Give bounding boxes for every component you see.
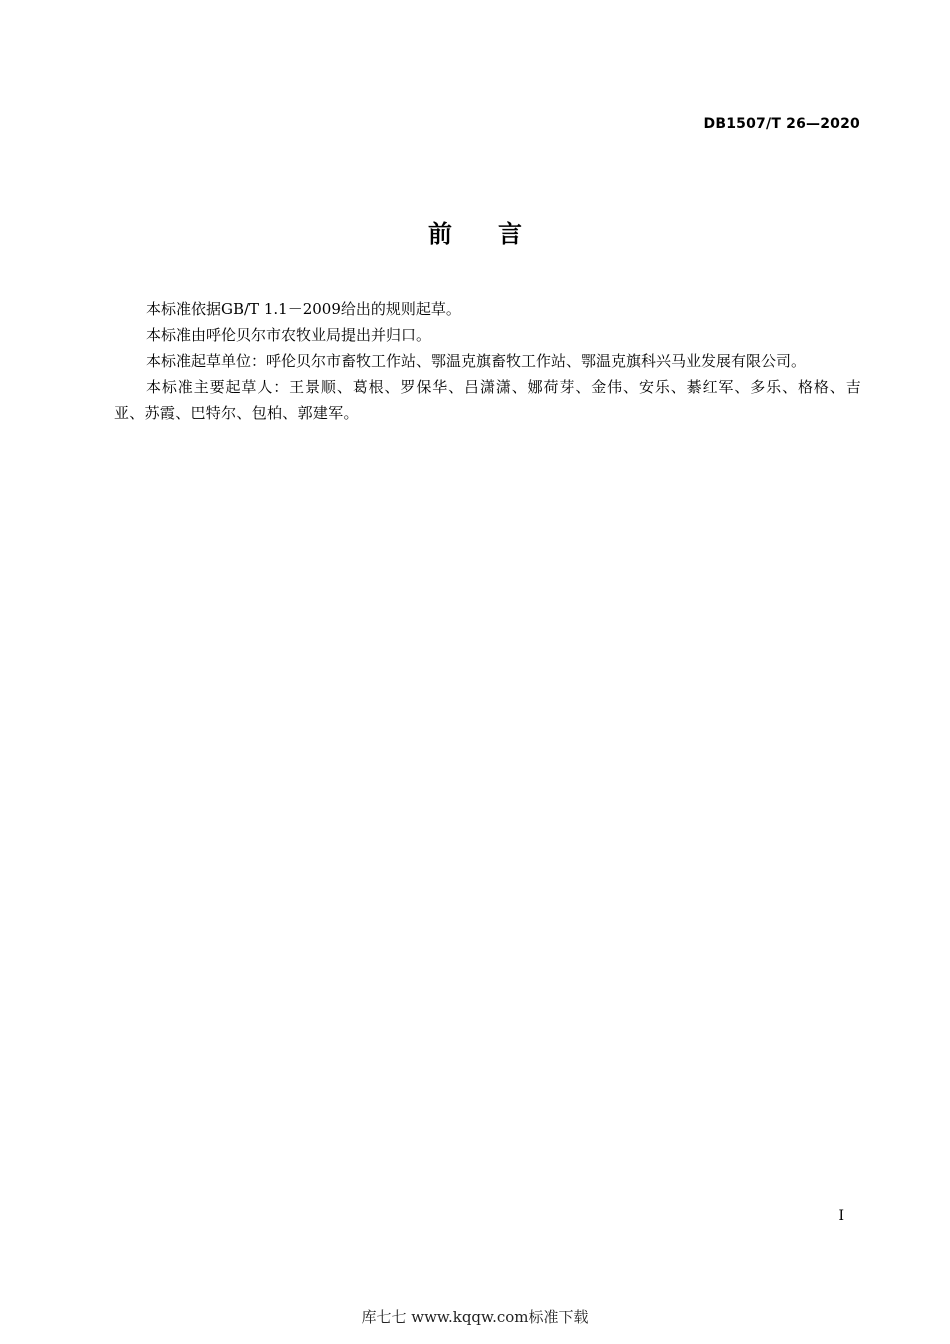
document-body xyxy=(114,296,861,426)
paragraph-drafting-units: 本标准起草单位：呼伦贝尔市畜牧工作站、鄂温克旗畜牧工作站、鄂温克旗科兴马业发展有限公司。 xyxy=(146,352,807,370)
paragraph-drafters: 本标准主要起草人：王景顺、葛根、罗保华、吕潇潇、娜荷芽、金伟、安乐、綦红军、多乐、格格、吉亚、苏霞、巴特尔、包柏、郭建军。 xyxy=(114,378,861,422)
page-title: 前言 xyxy=(428,220,568,248)
page-number: I xyxy=(838,1208,844,1224)
paragraph-proposer: 本标准由呼伦贝尔市农牧业局提出并归口。 xyxy=(146,326,432,344)
footer-watermark: 库七七 www.kqqw.com标准下载 xyxy=(361,1308,589,1326)
paragraph-drafting-rules: 本标准依据GB/T 1.1－2009给出的规则起草。 xyxy=(146,300,461,318)
document-number: DB1507/T 26—2020 xyxy=(703,116,860,132)
